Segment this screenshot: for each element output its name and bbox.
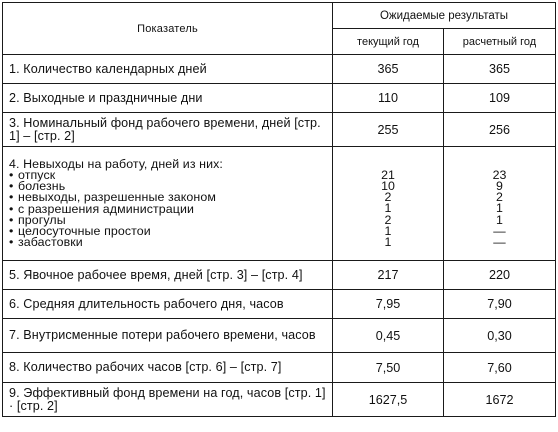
bullet-icon: •: [9, 212, 14, 227]
working-time-table: [2, 2, 556, 417]
row-planned-value: 109: [444, 84, 556, 113]
list-item: • целосуточные простои: [9, 223, 151, 238]
subitem-current-value: 1: [384, 223, 392, 238]
row-current-value: 365: [333, 55, 444, 84]
subitem-planned-value: —: [493, 223, 506, 238]
subitem-current-value: 2: [384, 212, 392, 227]
subitem-planned-value: 1: [496, 212, 503, 227]
list-item: • прогулы: [9, 212, 66, 227]
row-indicator-absences: [3, 147, 333, 261]
absences-title: 4. Невыходы на работу, дней из них:: [9, 156, 223, 171]
table-row: [3, 290, 556, 319]
row-current-value: 217: [333, 261, 444, 290]
subitem-current-value: 1: [384, 201, 392, 216]
subitem-planned-value: 2: [496, 190, 503, 205]
subitem-planned-value: 9: [496, 179, 503, 194]
subitem-current-value: 2: [384, 190, 392, 205]
bullet-icon: •: [9, 190, 14, 205]
row-current-value: 110: [333, 84, 444, 113]
expected-results-header: Ожидаемые результаты: [333, 3, 556, 29]
table-row: [3, 383, 556, 417]
list-item: • отпуск: [9, 167, 56, 182]
row-indicator: 7. Внутрисменные потери рабочего времени, часов: [3, 319, 333, 353]
row-planned-value: 220: [444, 261, 556, 290]
subitem-current-value: 10: [381, 179, 395, 194]
row-indicator: 2. Выходные и праздничные дни: [3, 84, 333, 113]
row-planned-value: 256: [444, 113, 556, 147]
table-row: [3, 261, 556, 290]
subitem-current-value: 21: [381, 167, 395, 182]
row-planned-value: 1672: [444, 383, 556, 417]
row-indicator: 1. Количество календарных дней: [3, 55, 333, 84]
absences-planned-values: [444, 147, 556, 261]
list-item: • болезнь: [9, 179, 66, 194]
list-item: • забастовки: [9, 235, 83, 250]
row-indicator: 8. Количество рабочих часов [стр. 6] – [стр. 7]: [3, 353, 333, 383]
subitem-planned-value: 23: [492, 167, 507, 182]
row-planned-value: 7,60: [444, 353, 556, 383]
row-current-value: 7,50: [333, 353, 444, 383]
table-row-absences: [3, 147, 556, 261]
subitem-planned-value: 1: [496, 201, 503, 216]
row-indicator: 9. Эффективный фонд времени на год, часов [стр. 1] · [стр. 2]: [3, 383, 333, 417]
row-planned-value: 0,30: [444, 319, 556, 353]
row-current-value: 255: [333, 113, 444, 147]
header-row-top: [3, 3, 556, 29]
row-indicator: 6. Средняя длительность рабочего дня, часов: [3, 290, 333, 319]
row-current-value: 1627,5: [333, 383, 444, 417]
row-planned-value: 7,90: [444, 290, 556, 319]
planned-year-header: расчетный год: [444, 29, 556, 55]
row-current-value: 0,45: [333, 319, 444, 353]
bullet-icon: •: [9, 167, 14, 182]
absences-current-values: [333, 147, 444, 261]
table-row: [3, 353, 556, 383]
subitem-current-value: 1: [384, 235, 392, 250]
table-row: [3, 113, 556, 147]
indicator-header: Показатель: [3, 3, 333, 55]
table-row: [3, 55, 556, 84]
list-item: • с разрешения администрации: [9, 201, 195, 216]
row-indicator: 5. Явочное рабочее время, дней [стр. 3] – [стр. 4]: [3, 261, 333, 290]
current-year-header: текущий год: [333, 29, 444, 55]
table-row: [3, 319, 556, 353]
row-planned-value: 365: [444, 55, 556, 84]
table-row: [3, 84, 556, 113]
row-indicator: 3. Номинальный фонд рабочего времени, дней [стр. 1] – [стр. 2]: [3, 113, 333, 147]
absence-subitems: [9, 167, 332, 250]
list-item: • невыходы, разрешенные законом: [9, 190, 216, 205]
row-current-value: 7,95: [333, 290, 444, 319]
bullet-icon: •: [9, 235, 14, 250]
subitem-planned-value: —: [493, 235, 506, 250]
bullet-icon: •: [9, 223, 14, 238]
bullet-icon: •: [9, 179, 14, 194]
bullet-icon: •: [9, 201, 14, 216]
